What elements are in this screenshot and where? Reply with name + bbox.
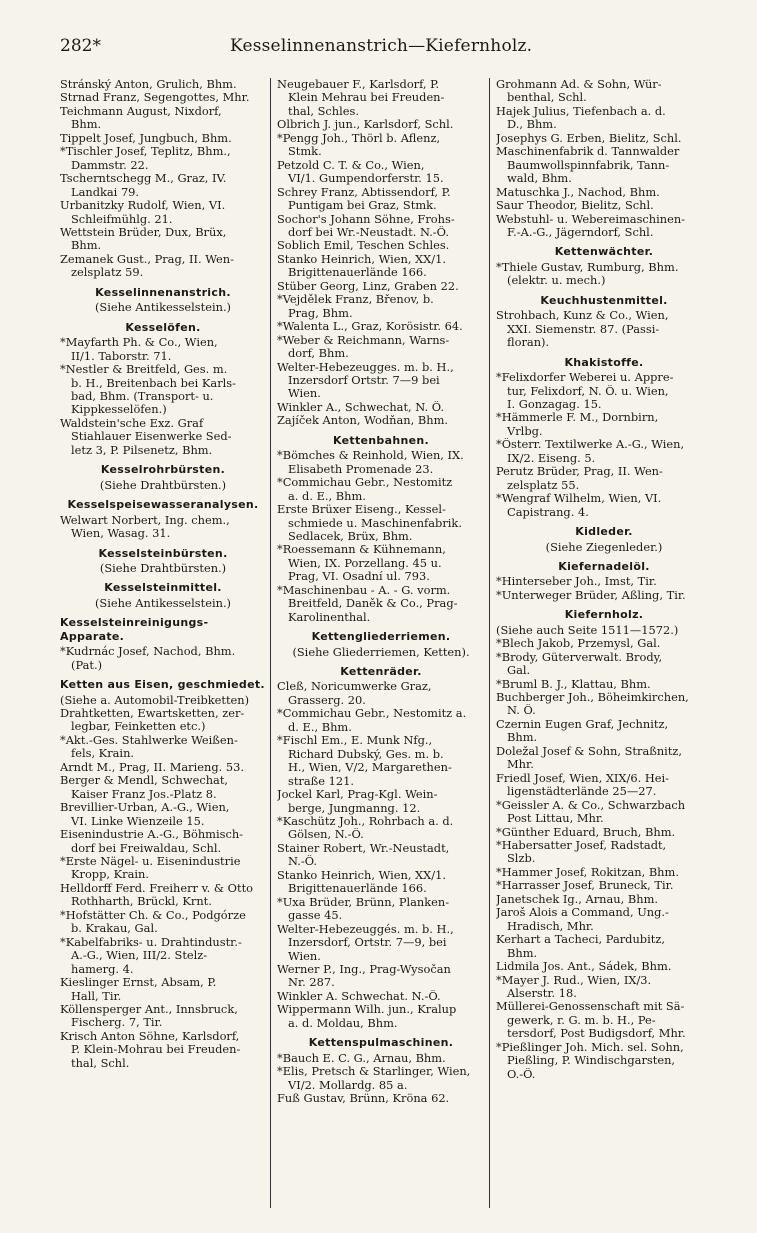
- directory-entry: *Hammer Josef, Rokitzan, Bhm.: [496, 865, 679, 879]
- directory-entry: Friedl Josef, Wien, XIX/6. Hei-: [496, 771, 670, 785]
- entry-continuation: Klein Mehrau bei Freuden-: [288, 91, 445, 105]
- entry-continuation: VI/2. Mollardg. 85 a.: [288, 1078, 408, 1092]
- directory-entry: Kieslinger Ernst, Absam, P.: [60, 976, 217, 990]
- section-heading: Kesselinnenanstrich.: [95, 285, 231, 299]
- directory-entry: Köllensperger Ant., Innsbruck,: [60, 1003, 238, 1016]
- directory-entry: Müllerei-Genossenschaft mit Sä-: [496, 1000, 685, 1014]
- directory-entry: Drahtketten, Ewartsketten, zer-: [60, 707, 245, 721]
- entry-continuation: Schleifmühlg. 21.: [71, 212, 173, 226]
- directory-entry: *Österr. Textilwerke A.-G., Wien,: [496, 438, 685, 452]
- entry-continuation: schmiede u. Maschinenfabrik.: [288, 516, 462, 530]
- section-heading: Kesselsteinmittel.: [104, 581, 222, 595]
- entry-continuation: A.-G., Wien, III/2. Stelz-: [71, 949, 208, 963]
- entry-continuation: O.-Ö.: [507, 1067, 536, 1081]
- directory-entry: *Elis, Pretsch & Starlinger, Wien,: [277, 1065, 471, 1079]
- directory-entry: Waldstein'sche Exz. Graf: [60, 416, 204, 430]
- directory-entry: Jockel Karl, Prag-Kgl. Wein-: [277, 788, 438, 802]
- section-heading: Kettenbahnen.: [333, 433, 429, 447]
- directory-entry: Petzold C. T. & Co., Wien,: [277, 158, 425, 172]
- directory-entry: Berger & Mendl, Schwechat,: [60, 774, 229, 788]
- section-heading: Kesselspeisewasseranalysen.: [67, 498, 259, 512]
- see-reference: (Siehe Ziegenleder.): [545, 540, 663, 554]
- directory-entry: Kerhart a Tacheci, Pardubitz,: [496, 933, 665, 947]
- directory-entry: *Akt.-Ges. Stahlwerke Weißen-: [60, 733, 238, 747]
- entry-continuation: VI/1. Gumpendorferstr. 15.: [288, 172, 444, 186]
- directory-entry: *Brody, Güterverwalt. Brody,: [496, 650, 663, 664]
- directory-entry: Janetschek Ig., Arnau, Bhm.: [496, 892, 658, 906]
- directory-entry: Arndt M., Prag, II. Marieng. 53.: [60, 760, 244, 774]
- directory-entry: Zajíček Anton, Wodňan, Bhm.: [277, 414, 449, 428]
- directory-entry: *Hämmerle F. M., Dornbirn,: [496, 411, 659, 425]
- entry-continuation: tersdorf, Post Budigsdorf, Mhr.: [507, 1027, 686, 1041]
- directory-entry: Perutz Brüder, Prag, II. Wen-: [496, 465, 663, 479]
- entry-continuation: Sedlacek, Brüx, Bhm.: [288, 529, 413, 543]
- see-reference: (Siehe Gliederriemen, Ketten).: [292, 645, 470, 659]
- entry-continuation: thal, Schles.: [288, 104, 359, 118]
- entry-continuation: Bhm.: [507, 946, 538, 960]
- entry-continuation: Alserstr. 18.: [507, 987, 577, 1000]
- entry-continuation: Bhm.: [507, 731, 538, 745]
- entry-continuation: d. E., Bhm.: [288, 720, 352, 734]
- directory-entry: Lidmila Jos. Ant., Sádek, Bhm.: [496, 960, 672, 974]
- directory-entry: Webstuhl- u. Webereimaschinen-: [496, 212, 686, 226]
- entry-continuation: bad, Bhm. (Transport- u.: [71, 389, 214, 403]
- directory-entry: Maschinenfabrik d. Tannwalder: [496, 145, 680, 159]
- entry-continuation: Pießling, P. Windischgarsten,: [507, 1054, 676, 1068]
- directory-entry: Welter-Hebezeugges. m. b. H.,: [277, 360, 454, 374]
- directory-entry: Urbanitzky Rudolf, Wien, VI.: [60, 199, 226, 213]
- entry-continuation: floran).: [507, 336, 550, 350]
- directory-entry: Erste Brüxer Eiseng., Kessel-: [277, 503, 446, 517]
- page-number: 282*: [60, 36, 101, 56]
- section-heading: Ketten aus Eisen, geschmiedet.: [60, 678, 265, 692]
- entry-continuation: I. Gonzagag. 15.: [507, 397, 602, 411]
- section-heading: Kesselöfen.: [125, 320, 201, 334]
- section-heading: Kesselrohrbürsten.: [100, 463, 226, 477]
- entry-continuation: ligenstädterlände 25—27.: [507, 785, 657, 799]
- directory-entry: *Hofstätter Ch. & Co., Podgórze: [60, 908, 246, 922]
- entry-continuation: hamerg. 4.: [71, 962, 134, 976]
- directory-entry: Hajek Julius, Tiefenbach a. d.: [496, 104, 666, 118]
- section-heading: Kiefernholz.: [564, 608, 644, 622]
- directory-entry: Stüber Georg, Linz, Graben 22.: [277, 279, 459, 293]
- entry-continuation: Wien.: [288, 949, 321, 963]
- directory-entry: (Siehe auch Seite 1511—1572.): [496, 623, 679, 637]
- directory-entry: *Thiele Gustav, Rumburg, Bhm.: [496, 260, 679, 274]
- directory-entry: *Geissler A. & Co., Schwarzbach: [496, 798, 686, 812]
- directory-entry: *Bruml B. J., Klattau, Bhm.: [496, 677, 651, 691]
- directory-entry: Tippelt Josef, Jungbuch, Bhm.: [60, 131, 232, 145]
- entry-continuation: D., Bhm.: [507, 118, 557, 132]
- directory-entry: Wippermann Wilh. jun., Kralup: [277, 1003, 457, 1017]
- section-heading: Khakistoffe.: [564, 355, 644, 369]
- entry-continuation: Brigittenauerlände 166.: [288, 882, 427, 896]
- entry-continuation: (Pat.): [71, 658, 103, 672]
- directory-entry: Neugebauer F., Karlsdorf, P.: [277, 78, 440, 91]
- section-heading: Kiefernadelöl.: [558, 559, 650, 573]
- entry-continuation: Prag, Bhm.: [288, 306, 353, 320]
- column-left: [60, 78, 270, 1208]
- entry-continuation: b. Krakau, Gal.: [71, 922, 158, 936]
- directory-entry: Cleß, Noricumwerke Graz,: [277, 680, 432, 694]
- column-right: [489, 78, 712, 1208]
- directory-entry: *Kudrnác Josef, Nachod, Bhm.: [60, 645, 236, 659]
- directory-entry: *Mayer J. Rud., Wien, IX/3.: [496, 973, 652, 987]
- directory-entry: *Tischler Josef, Teplitz, Bhm.,: [60, 145, 231, 159]
- directory-entry: Stránský Anton, Grulich, Bhm.: [60, 78, 237, 91]
- entry-continuation: Landkai 79.: [71, 185, 140, 199]
- entry-continuation: gasse 45.: [288, 909, 343, 923]
- entry-continuation: benthal, Schl.: [507, 91, 587, 105]
- entry-continuation: Richard Dubský, Ges. m. b.: [288, 747, 444, 761]
- directory-entry: Helldorff Ferd. Freiherr v. & Otto: [60, 881, 254, 895]
- entry-continuation: Prag, VI. Osadní ul. 793.: [288, 570, 430, 584]
- entry-continuation: Stmk.: [288, 145, 322, 159]
- entry-continuation: Fischerg. 7, Tir.: [71, 1016, 163, 1030]
- directory-entry: *Walenta L., Graz, Korösistr. 64.: [277, 320, 463, 334]
- entry-continuation: Nr. 287.: [288, 976, 335, 990]
- entry-continuation: thal, Schl.: [71, 1056, 130, 1070]
- entry-continuation: Inzersdorf, Ortstr. 7—9, bei: [288, 936, 447, 950]
- directory-entry: Soblich Emil, Teschen Schles.: [277, 239, 450, 253]
- directory-entry: *Unterweger Brüder, Aßling, Tir.: [496, 588, 686, 602]
- directory-entry: Sochor's Johann Söhne, Frohs-: [277, 212, 455, 226]
- entry-continuation: Bhm.: [71, 239, 102, 253]
- entry-continuation: Elisabeth Promenade 23.: [288, 462, 434, 476]
- directory-entry: Welter-Hebezeuggés. m. b. H.,: [277, 922, 454, 936]
- section-heading: Kettenwächter.: [554, 245, 654, 259]
- directory-entry: Buchberger Joh., Böheimkirchen,: [496, 691, 689, 705]
- entry-continuation: Wien.: [288, 387, 321, 401]
- directory-entry: *Wengraf Wilhelm, Wien, VI.: [496, 492, 662, 506]
- directory-entry: Krisch Anton Söhne, Karlsdorf,: [60, 1029, 240, 1043]
- entry-continuation: b. H., Breitenbach bei Karls-: [71, 376, 236, 390]
- directory-entry: *Habersatter Josef, Radstadt,: [496, 839, 667, 853]
- see-reference: (Siehe Antikesselstein.): [94, 301, 232, 315]
- directory-entry: Welwart Norbert, Ing. chem.,: [60, 513, 230, 527]
- entry-continuation: Stiahlauer Eisenwerke Sed-: [71, 430, 232, 444]
- directory-entry: Doležal Josef & Sohn, Straßnitz,: [496, 744, 683, 758]
- entry-continuation: Kaiser Franz Jos.-Platz 8.: [71, 787, 217, 801]
- section-heading: Kettengliederriemen.: [311, 630, 451, 644]
- directory-entry: *Fischl Em., E. Munk Nfg.,: [277, 734, 433, 748]
- entry-continuation: dorf bei Freiwaldau, Schl.: [71, 841, 222, 855]
- directory-entry: *Kaschütz Joh., Rohrbach a. d.: [277, 815, 454, 829]
- directory-entry: *Commichau Gebr., Nestomitz a.: [277, 707, 467, 721]
- directory-entry: Matuschka J., Nachod, Bhm.: [496, 185, 660, 199]
- entry-continuation: H., Wien, V/2, Margarethen-: [288, 761, 452, 775]
- entry-continuation: Wien, IX. Porzellang. 45 u.: [288, 556, 442, 570]
- see-reference: (Siehe Drahtbürsten.): [99, 478, 227, 492]
- entry-continuation: a. d. Moldau, Bhm.: [288, 1016, 398, 1030]
- entry-continuation: Hradisch, Mhr.: [507, 919, 594, 933]
- section-heading: Kettenräder.: [340, 665, 422, 679]
- directory-entry: Stainer Robert, Wr.-Neustadt,: [277, 841, 450, 855]
- directory-entry: *Uxa Brüder, Brünn, Planken-: [277, 895, 450, 909]
- entry-continuation: Puntigam bei Graz, Stmk.: [288, 199, 437, 213]
- directory-entry: *Bauch E. C. G., Arnau, Bhm.: [277, 1051, 446, 1065]
- directory-entry: Wettstein Brüder, Dux, Brüx,: [60, 225, 227, 239]
- directory-entry: Josephys G. Erben, Bielitz, Schl.: [496, 131, 682, 145]
- entry-continuation: N. Ö.: [507, 704, 536, 718]
- entry-continuation: Karolinenthal.: [288, 610, 371, 624]
- directory-entry: Tscherntschegg M., Graz, IV.: [60, 172, 227, 186]
- entry-continuation: P. Klein-Mohrau bei Freuden-: [71, 1043, 241, 1057]
- entry-continuation: Mhr.: [507, 758, 534, 772]
- directory-entry: *Maschinenbau - A. - G. vorm.: [277, 583, 451, 597]
- directory-entry: *Pengg Joh., Thörl b. Aflenz,: [277, 131, 441, 145]
- directory-entry: Eisenindustrie A.-G., Böhmisch-: [60, 828, 244, 842]
- directory-entry: Saur Theodor, Bielitz, Schl.: [496, 199, 654, 213]
- entry-continuation: (elektr. u. mech.): [507, 274, 606, 288]
- directory-entry: *Erste Nägel- u. Eisenindustrie: [60, 855, 241, 869]
- directory-entry: (Siehe a. Automobil-Treibketten): [60, 693, 250, 707]
- directory-entry: Schrey Franz, Abtissendorf, P.: [277, 185, 451, 199]
- entry-continuation: legbar, Feinketten etc.): [71, 720, 206, 734]
- entry-continuation: Kippkesselöfen.): [71, 403, 167, 417]
- directory-entry: Zemanek Gust., Prag, II. Wen-: [60, 252, 234, 266]
- entry-continuation: dorf, Bhm.: [288, 347, 349, 361]
- directory-entry: *Weber & Reichmann, Warns-: [277, 333, 450, 347]
- directory-entry: *Bömches & Reinhold, Wien, IX.: [277, 449, 464, 463]
- entry-continuation: Kropp, Krain.: [71, 868, 149, 882]
- entry-continuation: VI. Linke Wienzeile 15.: [71, 814, 205, 828]
- entry-continuation: Vrlbg.: [507, 424, 543, 438]
- entry-continuation: berge, Jungmanng. 12.: [288, 801, 421, 815]
- directory-entry: *Pießlinger Joh. Mich. sel. Sohn,: [496, 1040, 684, 1054]
- directory-entry: *Nestler & Breitfeld, Ges. m.: [60, 363, 228, 377]
- directory-entry: *Hinterseber Joh., Imst, Tir.: [496, 575, 657, 589]
- entry-continuation: dorf bei Wr.-Neustadt. N.-Ö.: [288, 225, 449, 239]
- entry-continuation: Inzersdorf Ortstr. 7—9 bei: [288, 373, 440, 387]
- entry-continuation: Breitfeld, Daněk & Co., Prag-: [288, 597, 458, 611]
- entry-continuation: Baumwollspinnfabrik, Tann-: [507, 158, 670, 172]
- directory-entry: Strnad Franz, Segengottes, Mhr.: [60, 91, 250, 105]
- entry-continuation: XXI. Siemenstr. 87. (Passi-: [507, 322, 660, 336]
- directory-columns: [60, 78, 712, 1208]
- directory-entry: Fuß Gustav, Brünn, Kröna 62.: [277, 1092, 450, 1106]
- entry-continuation: F.-A.-G., Jägerndorf, Schl.: [507, 225, 654, 239]
- entry-continuation: Grasserg. 20.: [288, 693, 366, 707]
- entry-continuation: Hall, Tir.: [71, 989, 122, 1003]
- directory-entry: *Vejdělek Franz, Břenov, b.: [277, 293, 434, 307]
- directory-entry: Brevillier-Urban, A.-G., Wien,: [60, 801, 230, 815]
- section-heading: Kesselsteinreinigungs-Apparate.: [60, 616, 209, 643]
- see-reference: (Siehe Antikesselstein.): [94, 596, 232, 610]
- see-reference: (Siehe Drahtbürsten.): [99, 561, 227, 575]
- entry-continuation: wald, Bhm.: [507, 172, 572, 186]
- directory-entry: Czernin Eugen Graf, Jechnitz,: [496, 717, 669, 731]
- directory-entry: Olbrich J. jun., Karlsdorf, Schl.: [277, 118, 454, 132]
- directory-entry: *Mayfarth Ph. & Co., Wien,: [60, 336, 218, 350]
- entry-continuation: a. d. E., Bhm.: [288, 489, 366, 503]
- entry-continuation: Gal.: [507, 664, 531, 678]
- entry-continuation: letz 3, P. Pilsenetz, Bhm.: [71, 443, 213, 457]
- directory-entry: Strohbach, Kunz & Co., Wien,: [496, 309, 669, 323]
- directory-entry: *Kabelfabriks- u. Drahtindustr.-: [60, 935, 242, 949]
- directory-entry: Jaroš Alois a Command, Ung.-: [496, 906, 669, 920]
- entry-continuation: Wien, Wasag. 31.: [71, 527, 171, 541]
- directory-entry: Stanko Heinrich, Wien, XX/1.: [277, 868, 446, 882]
- directory-entry: *Felixdorfer Weberei u. Appre-: [496, 371, 674, 385]
- entry-continuation: zelsplatz 55.: [507, 478, 580, 492]
- entry-continuation: tur, Felixdorf, N. Ö. u. Wien,: [507, 384, 669, 398]
- entry-continuation: Rothharth, Brückl, Krnt.: [71, 895, 212, 909]
- page-header: [60, 36, 700, 58]
- directory-entry: Teichmann August, Nixdorf,: [60, 104, 222, 118]
- entry-continuation: Dammstr. 22.: [71, 158, 149, 172]
- entry-continuation: Capistrang. 4.: [507, 505, 589, 519]
- entry-continuation: IX/2. Eiseng. 5.: [507, 451, 596, 465]
- entry-continuation: Post Littau, Mhr.: [507, 812, 604, 826]
- section-heading: Kettenspulmaschinen.: [308, 1036, 454, 1050]
- directory-entry: Werner P., Ing., Prag-Wysočan: [277, 963, 451, 976]
- entry-continuation: Slzb.: [507, 852, 536, 866]
- directory-entry: Winkler A., Schwechat, N. Ö.: [277, 400, 445, 414]
- directory-entry: Stanko Heinrich, Wien, XX/1.: [277, 252, 446, 266]
- entry-continuation: gewerk, r. G. m. b. H., Pe-: [507, 1013, 656, 1027]
- directory-entry: *Günther Eduard, Bruch, Bhm.: [496, 825, 676, 839]
- entry-continuation: N.-Ö.: [288, 855, 317, 869]
- directory-entry: *Harrasser Josef, Bruneck, Tir.: [496, 879, 674, 893]
- directory-entry: *Blech Jakob, Przemysl, Gal.: [496, 637, 661, 651]
- directory-entry: Grohmann Ad. & Sohn, Wür-: [496, 78, 662, 91]
- directory-entry: *Roessemann & Kühnemann,: [277, 543, 446, 557]
- directory-entry: *Commichau Gebr., Nestomitz: [277, 476, 453, 490]
- section-heading: Keuchhustenmittel.: [540, 293, 668, 307]
- section-heading: Kidleder.: [575, 525, 633, 539]
- entry-continuation: straße 121.: [288, 774, 354, 788]
- page-title: Kesselinnenanstrich—Kiefernholz.: [230, 36, 533, 56]
- entry-continuation: Gölsen, N.-Ö.: [288, 828, 364, 842]
- entry-continuation: zelsplatz 59.: [71, 266, 144, 280]
- entry-continuation: Bhm.: [71, 118, 102, 132]
- entry-continuation: II/1. Taborstr. 71.: [71, 349, 172, 363]
- section-heading: Kesselsteinbürsten.: [98, 546, 228, 560]
- column-middle: [270, 78, 489, 1208]
- entry-continuation: Brigittenauerlände 166.: [288, 266, 427, 280]
- entry-continuation: fels, Krain.: [71, 747, 135, 761]
- directory-entry: Winkler A. Schwechat. N.-Ö.: [277, 989, 441, 1003]
